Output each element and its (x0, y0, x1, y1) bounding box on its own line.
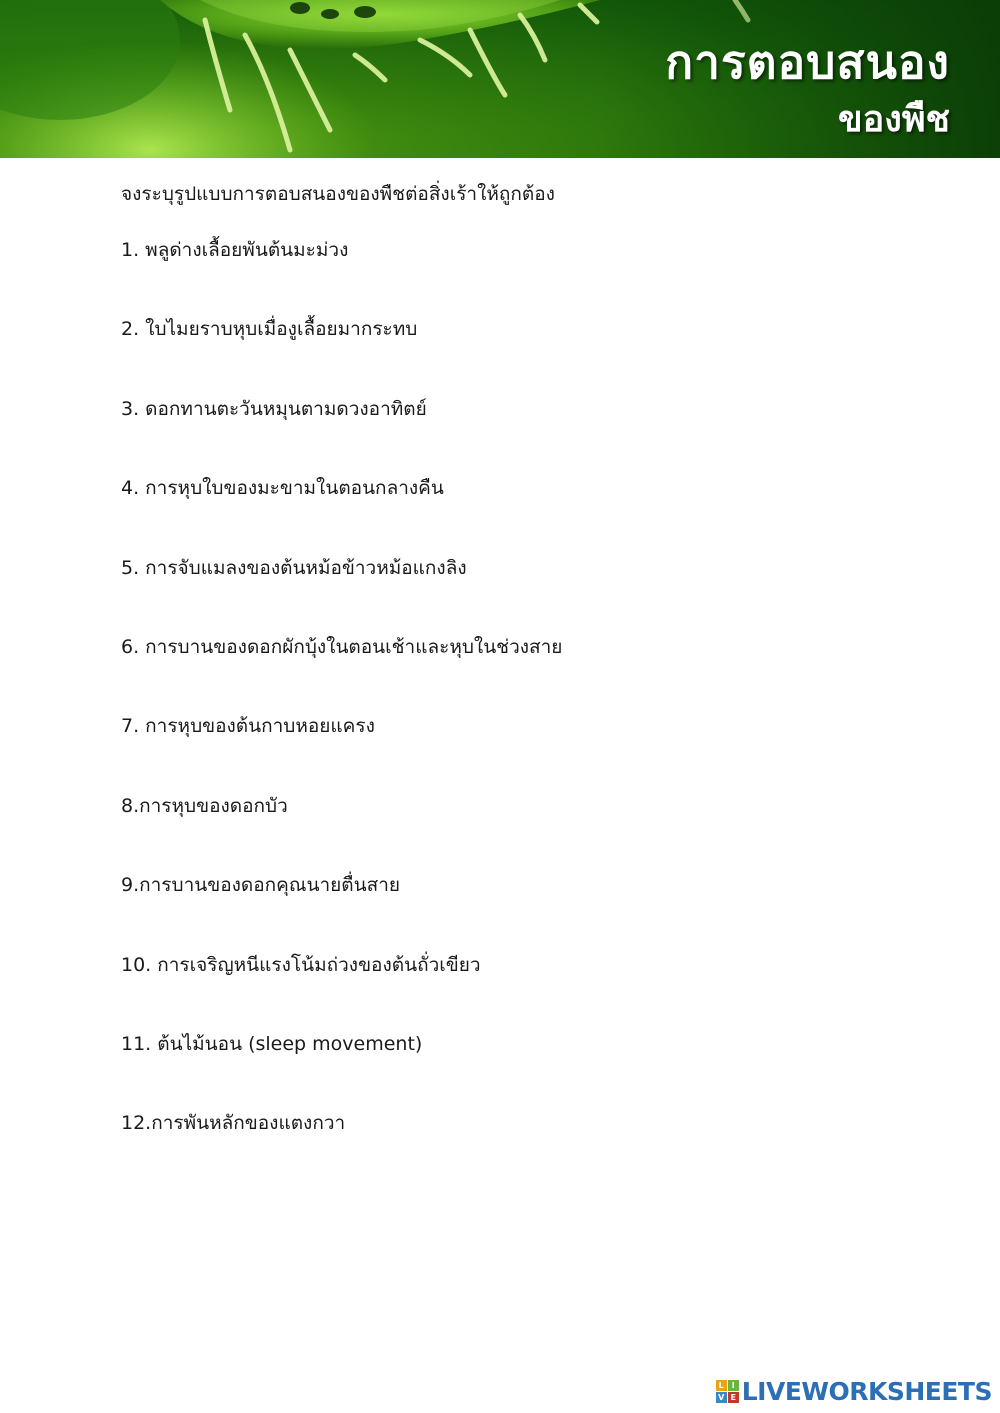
question-item: 6. การบานของดอกผักบุ้งในตอนเช้าและหุบในช่วงสาย (121, 635, 563, 658)
page-title: การตอบสนอง (665, 35, 950, 89)
question-item: 9.การบานของดอกคุณนายตื่นสาย (121, 874, 401, 897)
question-item: 12.การพันหลักของแตงกวา (121, 1112, 346, 1135)
question-item: 2. ใบไมยราบหุบเมื่องูเลื้อยมากระทบ (121, 318, 418, 341)
liveworksheets-logo[interactable] (716, 1375, 992, 1407)
question-item: 10. การเจริญหนีแรงโน้มถ่วงของต้นถั่วเขียว (121, 953, 481, 976)
question-item: 4. การหุบใบของมะขามในตอนกลางคืน (121, 477, 444, 500)
question-item: 3. ดอกทานตะวันหมุนตามดวงอาทิตย์ (121, 397, 427, 420)
worksheet-content (121, 178, 941, 1187)
question-list (121, 234, 941, 1187)
instruction-text: จงระบุรูปแบบการตอบสนองของพืชต่อสิ่งเร้าให้ถูกต้อง (121, 183, 555, 205)
logo-text: LIVEWORKSHEETS (741, 1376, 992, 1406)
header-banner (0, 0, 1000, 158)
question-item: 1. พลูด่างเลื้อยพันต้นมะม่วง (121, 239, 349, 261)
liveworksheets-logo-icon: L I V E (716, 1380, 739, 1403)
page-subtitle: ของพืช (838, 99, 950, 140)
question-item: 7. การหุบของต้นกาบหอยแครง (121, 715, 375, 738)
question-item: 11. ต้นไม้นอน (sleep movement) (121, 1032, 423, 1055)
question-item: 5. การจับแมลงของต้นหม้อข้าวหม้อแกงลิง (121, 556, 467, 579)
question-item: 8.การหุบของดอกบัว (121, 794, 288, 817)
